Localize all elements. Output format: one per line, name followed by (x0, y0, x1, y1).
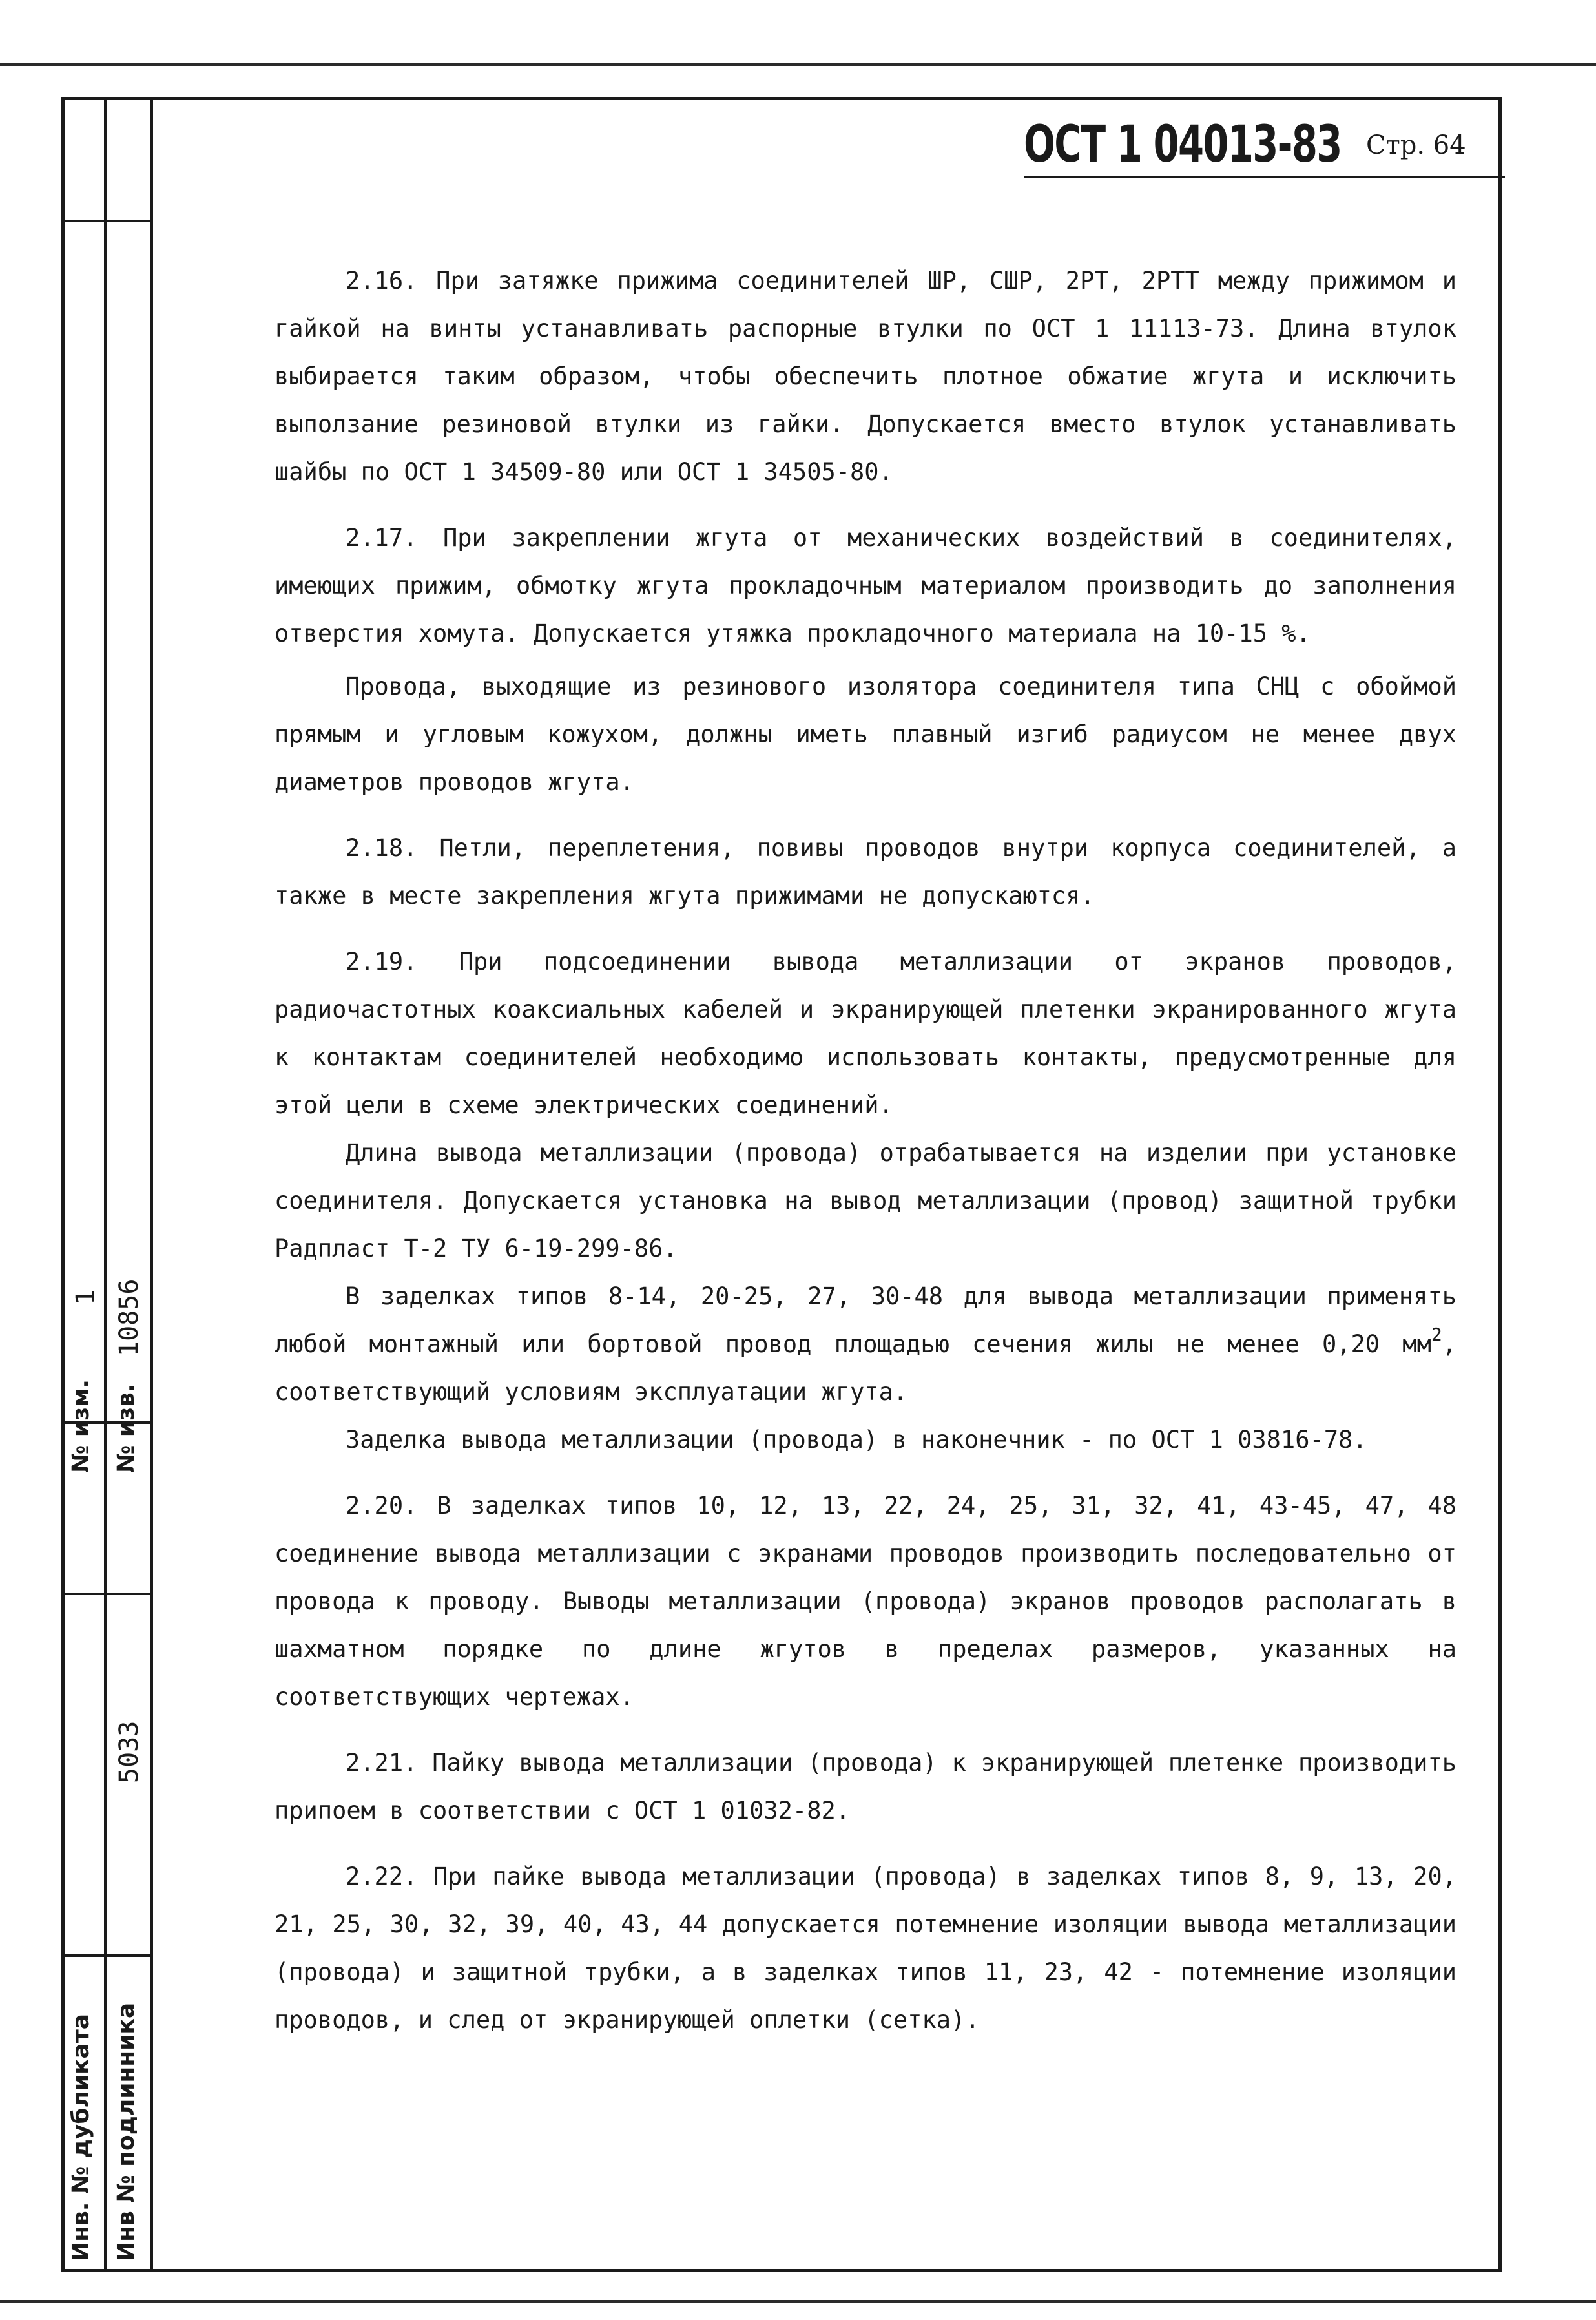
header-underline (1024, 176, 1505, 178)
page-number: Стр. 64 (1366, 131, 1466, 160)
paragraph-2-17-cont: Провода, выходящие из резинового изолятора соединителя типа СНЦ с обоймой прямым и угловым кожухом, должны иметь плавный изгиб радиусом не менее двух диаметров проводов жгута. (275, 673, 1456, 796)
change-number-label: № изм. (68, 1379, 94, 1473)
document-body (275, 257, 1456, 2044)
paragraph-2-22: 2.22. При пайке вывода металлизации (провода) в заделках типов 8, 9, 13, 20, 21, 25, 30, 32, 39, 40, 43, 44 допускается потемнение изоляции вывода металлизации (провода) и защитной трубки, а в заделках типов 11, 23, 42 - потемнение изоляции проводов, и след от экранирующей оплетки (сетка). (275, 1863, 1456, 2034)
paragraph-2-19-lug: Заделка вывода металлизации (провода) в наконечник - по ОСТ 1 03816-78. (346, 1426, 1367, 1454)
margin-rule (61, 220, 153, 222)
paragraph-2-20: 2.20. В заделках типов 10, 12, 13, 22, 24, 25, 31, 32, 41, 43-45, 47, 48 соединение вывода металлизации с экранами проводов производить последовательно от провода к проводу. Выводы металлизации (провода) экранов проводов располагать в шахматном порядке по длине жгутов в пределах размеров, указанных на соответствующих чертежах. (275, 1492, 1456, 1711)
duplicate-inventory-value: 5033 (114, 1720, 144, 1783)
paragraph-2-16: 2.16. При затяжке прижима соединителей ШР, СШР, 2РТ, 2РТТ между прижимом и гайкой на винты устанавливать распорные втулки по ОСТ 1 11113-73. Длина втулок выбирается таким образом, чтобы обеспечить плотное обжатие жгута и исключить выползание резиновой втулки из гайки. Допускается вместо втулок устанавливать шайбы по ОСТ 1 34509-80 или ОСТ 1 34505-80. (275, 267, 1456, 486)
notice-number-value: 10856 (114, 1279, 144, 1357)
terminations-text-end: , соответствующий условиям эксплуатации жгута. (275, 1330, 1456, 1406)
terminations-text: В заделках типов 8-14, 20-25, 27, 30-48 для вывода металлизации применять любой монтажный или бортовой провод площадью сечения жилы не менее 0,20 мм (275, 1282, 1456, 1358)
superscript-2: 2 (1431, 1324, 1442, 1345)
paragraph-2-17: 2.17. При закреплении жгута от механических воздействий в соединителях, имеющих прижим, обмотку жгута прокладочным материалом производить до заполнения отверстия хомута. Допускается утяжка прокладочного материала на 10-15 %. (275, 524, 1456, 647)
duplicate-inventory-label: Инв. № дубликата (68, 2014, 94, 2261)
paragraph-2-19-terminations (275, 1273, 1456, 1416)
margin-rule (61, 1954, 153, 1957)
scan-top-rule (0, 63, 1596, 66)
scan-bottom-rule (0, 2300, 1596, 2303)
margin-column-1 (61, 97, 107, 2272)
paragraph-2-18: 2.18. Петли, переплетения, повивы проводов внутри корпуса соединителей, а также в месте закрепления жгута прижимами не допускаются. (275, 834, 1456, 910)
document-code: ОСТ 1 04013-83 (1024, 116, 1342, 174)
original-inventory-label: Инв № подлинника (113, 2002, 140, 2261)
margin-column-2-border (150, 97, 153, 2272)
notice-number-label: № изв. (113, 1383, 140, 1473)
paragraph-2-19: 2.19. При подсоединении вывода металлизации от экранов проводов, радиочастотных коаксиальных кабелей и экранирующей плетенки экранированного жгута к контактам соединителей необходимо использовать контакты, предусмотренные для этой цели в схеме электрических соединений. (275, 948, 1456, 1119)
change-number-value: 1 (71, 1289, 101, 1305)
paragraph-2-19-length: Длина вывода металлизации (провода) отрабатывается на изделии при установке соединителя. Допускается установка на вывод металлизации (провод) защитной трубки Радпласт Т-2 ТУ 6-19-299-86. (275, 1139, 1456, 1262)
margin-rule (61, 1593, 153, 1595)
paragraph-2-21: 2.21. Пайку вывода металлизации (провода) к экранирующей плетенке производить припоем в соответствии с ОСТ 1 01032-82. (275, 1749, 1456, 1824)
